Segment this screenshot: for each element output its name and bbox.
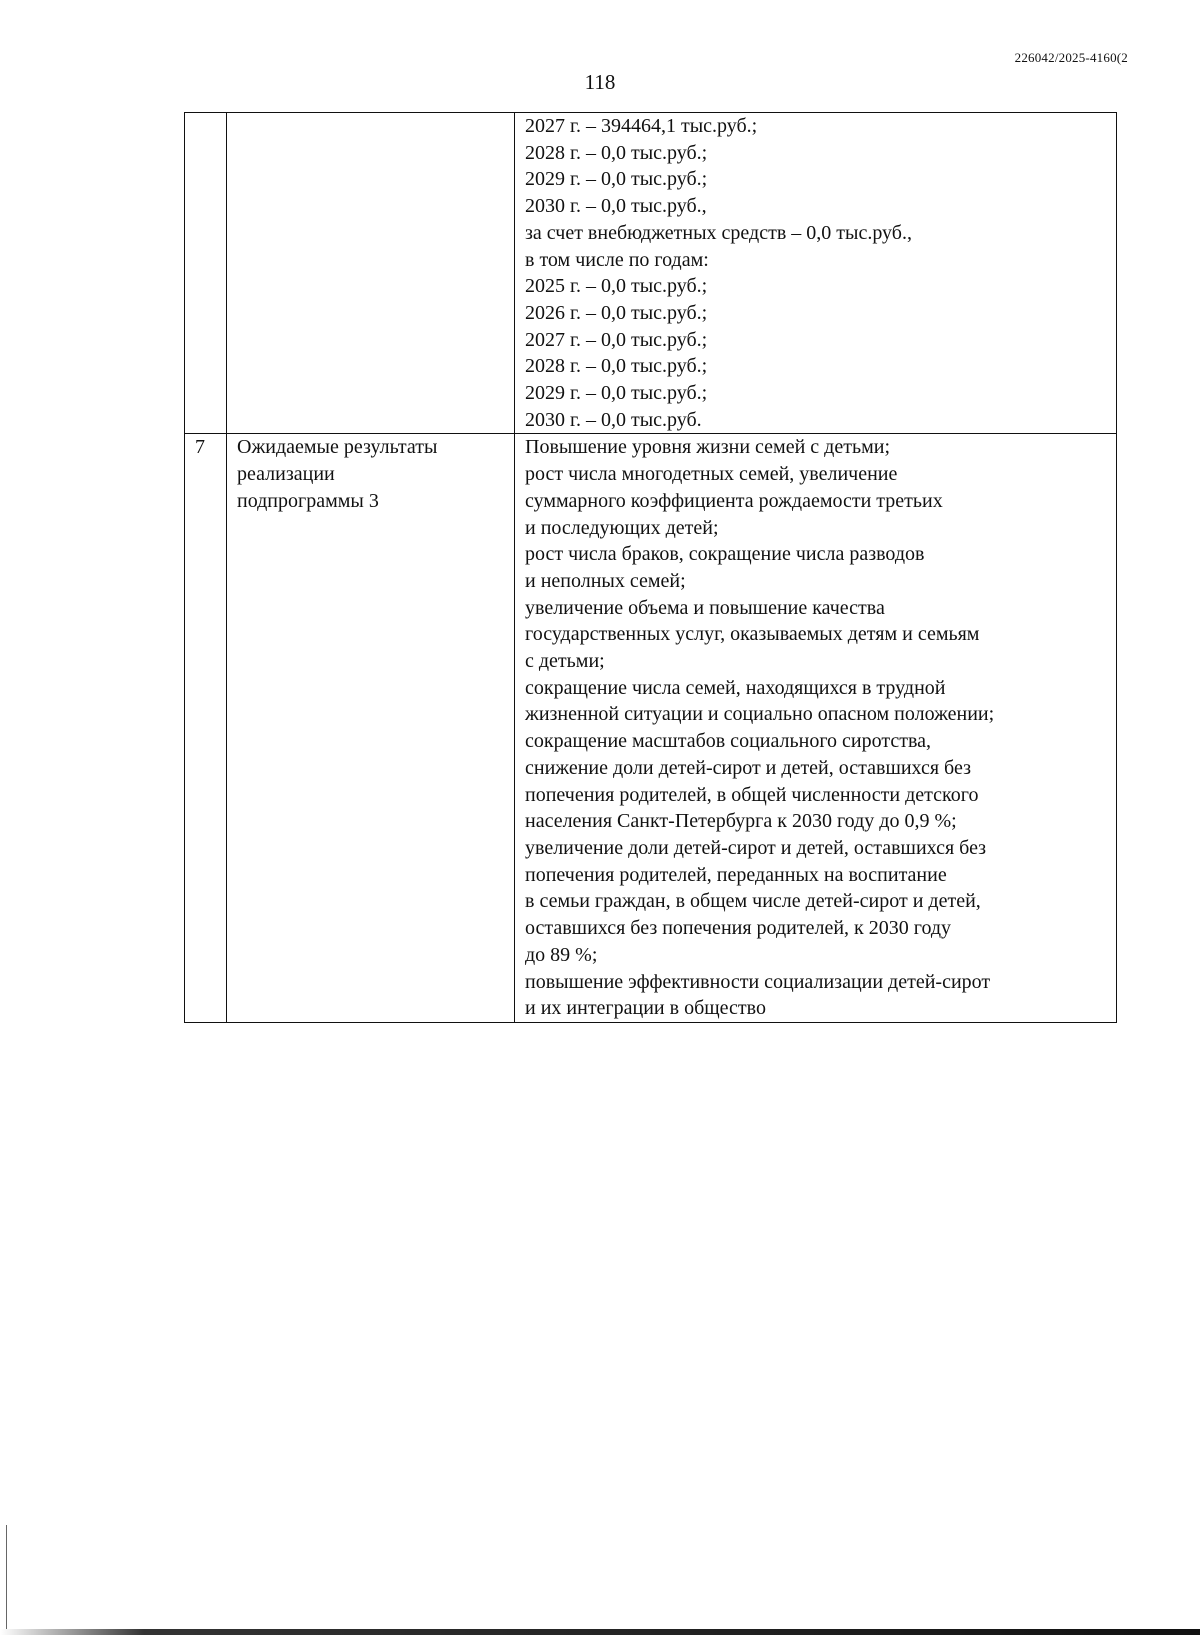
content-line: в том числе по годам: — [525, 248, 709, 271]
row-content-cell — [515, 434, 1117, 1022]
content-line: 2028 г. – 0,0 тыс.руб.; — [525, 355, 708, 378]
content-line: до 89 %; — [525, 943, 598, 966]
content-line: повышение эффективности социализации детей-сирот — [525, 970, 991, 993]
content-line: суммарного коэффициента рождаемости третьих — [525, 489, 943, 512]
content-line: 2025 г. – 0,0 тыс.руб.; — [525, 275, 708, 298]
content-line: увеличение доли детей-сирот и детей, оставшихся без — [525, 836, 987, 859]
content-line: увеличение объема и повышение качества — [525, 596, 885, 619]
content-line: 2027 г. – 394464,1 тыс.руб.; — [525, 115, 758, 137]
content-line: и неполных семей; — [525, 569, 686, 592]
content-line: сокращение масштабов социального сиротства, — [525, 730, 932, 753]
scan-bottom-edge — [0, 1629, 1200, 1635]
content-line: рост числа многодетных семей, увеличение — [525, 463, 898, 486]
content-line: рост числа браков, сокращение числа разводов — [525, 543, 925, 566]
page-number: 118 — [584, 70, 616, 94]
row-number-cell — [185, 113, 227, 434]
program-table — [184, 112, 1117, 1023]
scan-edge-mark — [6, 1525, 7, 1635]
content-line: попечения родителей, переданных на воспитание — [525, 863, 947, 886]
content-line: с детьми; — [525, 650, 605, 673]
table-row-expected-results — [185, 434, 1117, 1022]
content-line: 2028 г. – 0,0 тыс.руб.; — [525, 141, 708, 164]
content-line: 2029 г. – 0,0 тыс.руб.; — [525, 168, 708, 191]
content-line: 2027 г. – 0,0 тыс.руб.; — [525, 328, 708, 351]
content-line: оставшихся без попечения родителей, к 2030 году — [525, 917, 952, 940]
title-line: подпрограммы 3 — [237, 489, 379, 512]
content-line: 2030 г. – 0,0 тыс.руб. — [525, 408, 702, 431]
content-line: за счет внебюджетных средств – 0,0 тыс.руб., — [525, 221, 912, 244]
row-number-cell: 7 — [185, 434, 227, 1022]
content-line: снижение доли детей-сирот и детей, оставшихся без — [525, 756, 971, 779]
content-line: Повышение уровня жизни семей с детьми; — [525, 436, 890, 459]
content-line: сокращение числа семей, находящихся в трудной — [525, 676, 946, 699]
content-line: жизненной ситуации и социально опасном положении; — [525, 703, 995, 726]
row-title-cell — [227, 113, 515, 434]
content-line: государственных услуг, оказываемых детям и семьям — [525, 623, 980, 646]
document-id: 226042/2025-4160(2 — [1014, 50, 1128, 65]
content-line: населения Санкт-Петербурга к 2030 году до 0,9 %; — [525, 810, 957, 833]
content-line: 2026 г. – 0,0 тыс.руб.; — [525, 301, 708, 324]
title-line: реализации — [237, 463, 335, 486]
row-content-cell — [515, 113, 1117, 434]
content-line: 2029 г. – 0,0 тыс.руб.; — [525, 382, 708, 405]
row-title-cell — [227, 434, 515, 1022]
content-line: 2030 г. – 0,0 тыс.руб., — [525, 195, 707, 218]
content-line: и их интеграции в общество — [525, 997, 766, 1020]
content-line: в семьи граждан, в общем числе детей-сирот и детей, — [525, 890, 981, 913]
content-line: попечения родителей, в общей численности детского — [525, 783, 979, 806]
table-row-funding-continuation — [185, 113, 1117, 434]
content-line: и последующих детей; — [525, 516, 719, 539]
title-line: Ожидаемые результаты — [237, 436, 438, 459]
